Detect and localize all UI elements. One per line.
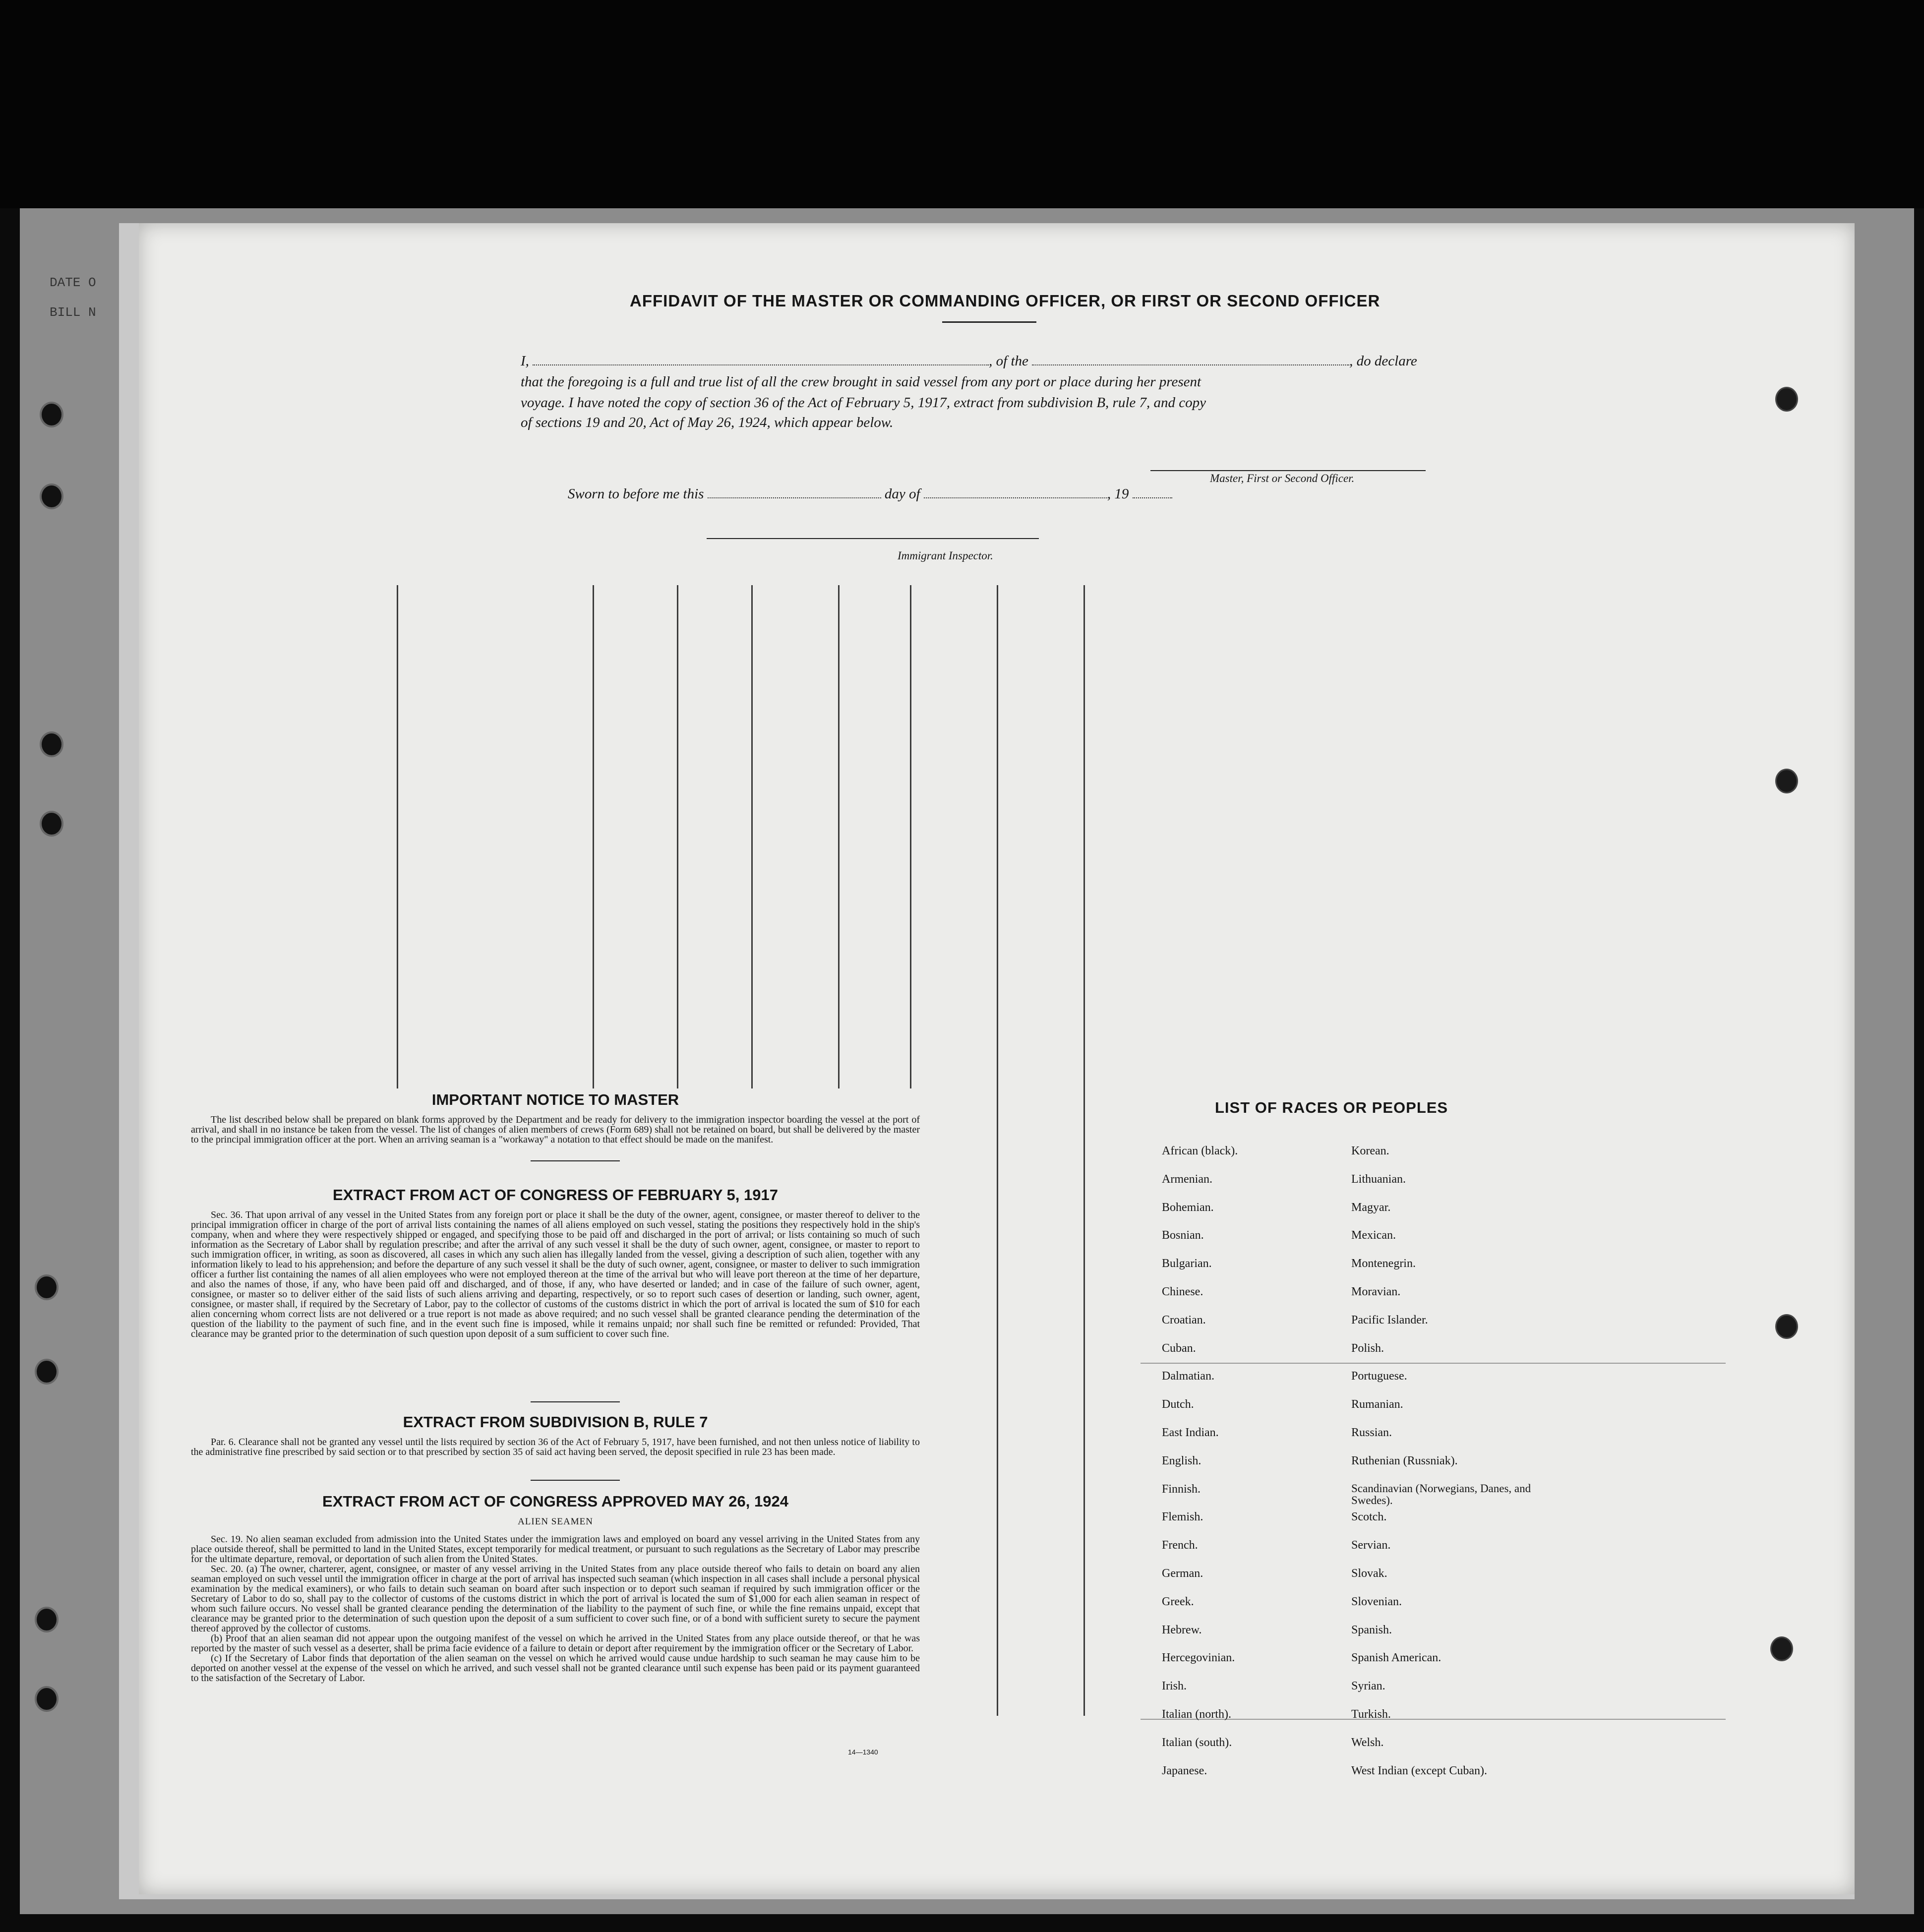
extract-1917-body — [191, 1210, 920, 1339]
subdivision-body — [191, 1437, 920, 1457]
binder-hole — [40, 731, 63, 757]
race-item: Flemish. — [1162, 1510, 1203, 1524]
race-item: Polish. — [1351, 1341, 1384, 1355]
edge-tab-text — [50, 268, 139, 367]
binder-hole — [40, 811, 63, 837]
race-item: Croatian. — [1162, 1313, 1206, 1327]
faint-rule — [1141, 1363, 1726, 1364]
races-title: LIST OF RACES OR PEOPLES — [1215, 1099, 1448, 1116]
race-item: Scotch. — [1351, 1510, 1387, 1524]
race-item: Hebrew. — [1162, 1623, 1202, 1636]
notice-paragraph: The list described below shall be prepared on blank forms approved by the Department and be ready for delivery to the immigration inspector boarding the vessel at the port of arrival, and shall in no instance be taken from the vessel. The list of changes of alien members of crews (Form 689) shall not be retained on board, but shall be delivered by the master to the principal immigration officer at the port. When an arriving seaman is a "workaway" a notation to that effect should be made on the manifest. — [191, 1114, 920, 1145]
race-item: Irish. — [1162, 1680, 1187, 1693]
subdivision-title: EXTRACT FROM SUBDIVISION B, RULE 7 — [403, 1413, 708, 1431]
year-text: , 19 — [1107, 486, 1129, 502]
race-item: Bosnian. — [1162, 1229, 1204, 1242]
sec20b-paragraph: (b) Proof that an alien seaman did not appear upon the outgoing manifest of the vessel on which he arrived in the United States from any place outside thereof, or that he was reported by the master of such vessel as a deserter, shall be prima facie evidence of a failure to detain or deport after requirement by the immigration officer or the Secretary of Labor. — [191, 1633, 920, 1654]
affidavit-title: AFFIDAVIT OF THE MASTER OR COMMANDING OFFICER, OR FIRST OR SECOND OFFICER — [630, 292, 1381, 310]
month-blank — [924, 487, 1107, 498]
table-column-line — [677, 585, 678, 1088]
year-blank — [1133, 487, 1172, 498]
race-item: Bohemian. — [1162, 1201, 1214, 1214]
race-item: West Indian (except Cuban). — [1351, 1764, 1487, 1777]
race-item: Korean. — [1351, 1145, 1389, 1157]
scan-top-margin — [0, 0, 1924, 208]
race-item: Dutch. — [1162, 1398, 1194, 1411]
race-item: Russian. — [1351, 1426, 1392, 1439]
race-item: Chinese. — [1162, 1285, 1203, 1298]
race-item: Slovenian. — [1351, 1595, 1402, 1608]
race-item: Mexican. — [1351, 1229, 1396, 1242]
affidavit-line-3: voyage. I have noted the copy of section 36 of the Act of February 5, 1917, extract from subdivision B, rule 7, and copy — [521, 395, 1206, 411]
binder-hole — [1775, 769, 1798, 793]
race-item: Syrian. — [1351, 1680, 1385, 1693]
race-item: Portuguese. — [1351, 1370, 1407, 1383]
binder-hole — [35, 1359, 59, 1385]
table-column-line — [838, 585, 840, 1088]
notice-body — [191, 1115, 920, 1145]
section-divider — [531, 1160, 620, 1161]
race-item: Magyar. — [1351, 1201, 1391, 1214]
form-number: 14—1340 — [848, 1748, 878, 1756]
day-of-text: day of — [884, 486, 920, 502]
race-item: Japanese. — [1162, 1764, 1207, 1777]
binder-hole — [35, 1686, 59, 1712]
section-divider — [531, 1480, 620, 1481]
race-item: Turkish. — [1351, 1708, 1391, 1721]
affidavit-line-1 — [521, 353, 1463, 369]
section-divider — [531, 1401, 620, 1402]
table-column-line — [1083, 585, 1085, 1716]
race-item: Slovak. — [1351, 1567, 1387, 1580]
race-item: Italian (south). — [1162, 1736, 1232, 1749]
race-item: Hercegovinian. — [1162, 1651, 1235, 1665]
race-item: Ruthenian (Russniak). — [1351, 1454, 1458, 1467]
race-item: Pacific Islander. — [1351, 1313, 1428, 1327]
sec36-paragraph: Sec. 36. That upon arrival of any vessel in the United States from any foreign port or place it shall be the duty of the owner, agent, consignee, or master thereof to deliver to the principal immigration officer in charge of the port of arrival lists containing the names of all aliens employed on such vessel, stating the positions they respectively hold in the ship's company, when and where they were respectively shipped or engaged, and specifying those to be paid off and discharged in the port of arrival; or lists containing so much of such information as the Secretary of Labor shall by regulation prescribe; and after the arrival of any such vessel it shall be the duty of such owner, agent, consignee, or master to report to such immigration officer, in writing, as soon as discovered, all cases in which any such alien has illegally landed from the vessel, giving a description of such alien, together with any information likely to lead to his apprehension; and before the departure of any such vessel it shall be the duty of such owner, agent, consignee, or master to deliver to such immigration officer a further list containing the names of all alien employees who were not employed thereon at the time of the arrival but who will leave port thereon at the time of her departure, and also the names of those, if any, who have been paid off and discharged, and of those, if any, who have deserted or landed; and in case of the failure of such owner, agent, consignee, or master so to deliver either of the said lists of such aliens arriving and departing, respectively, or so to report such cases of desertion or landing, such owner, agent, consignee, or master shall, if required by the Secretary of Labor, pay to the collector of customs of the customs district in which the port of arrival is located the sum of $10 for each alien concerning whom correct lists are not delivered or a true report is not made as above required; and no such vessel shall be granted clearance pending the determination of the question of the liability to the payment of such fine, and in the event such fine is imposed, while it remains unpaid; nor shall such fine be remitted or refunded: Provided, That clearance may be granted prior to the determination of such question upon deposit of a sum sufficient to cover such fine. — [191, 1209, 920, 1339]
race-item: Servian. — [1351, 1539, 1391, 1552]
edge-tab-line: DATE O — [50, 275, 96, 290]
sec19-paragraph: Sec. 19. No alien seaman excluded from admission into the United States under the immigration laws and employed on board any vessel arriving in the United States from any place outside thereof, shall be permitted to land in the United States, except temporarily for medical treatment, or pursuant to such regulations as the Secretary of Labor may prescribe for the ultimate departure, removal, or deportation of such alien from the United States. — [191, 1534, 920, 1565]
race-item: Italian (north). — [1162, 1708, 1231, 1721]
sworn-text: Sworn to before me this — [568, 486, 704, 502]
race-item: Finnish. — [1162, 1482, 1201, 1496]
race-item: Cuban. — [1162, 1341, 1196, 1355]
affidavit-of-the: , of the — [989, 353, 1028, 369]
race-item: African (black). — [1162, 1145, 1238, 1157]
race-item: Moravian. — [1351, 1285, 1401, 1298]
sec20c-paragraph: (c) If the Secretary of Labor finds that deportation of the alien seaman on the vessel on which he arrived would cause undue hardship to such seaman he may cause him to be deported on another vessel at the expense of the vessel on which he arrived, and such vessel shall not be granted clearance until such expense has been paid or its payment guaranteed to the satisfaction of the Secretary of Labor. — [191, 1653, 920, 1684]
inspector-signature-line — [707, 538, 1039, 539]
extract-1917-title: EXTRACT FROM ACT OF CONGRESS OF FEBRUARY 5, 1917 — [333, 1186, 778, 1204]
table-column-line — [910, 585, 911, 1088]
binder-hole — [40, 402, 63, 427]
par6-paragraph: Par. 6. Clearance shall not be granted any vessel until the lists required by section 36 of the Act of February 5, 1917, have been furnished, and not then unless notice of liability to the administrative fine prescribed by said section or to that prescribed by section 35 of said act having been served, the deposit specified in rule 23 has been made. — [191, 1437, 920, 1457]
race-item: Montenegrin. — [1351, 1257, 1416, 1270]
binder-hole — [35, 1607, 59, 1632]
binder-hole — [35, 1274, 59, 1300]
vessel-blank — [1032, 355, 1349, 365]
race-item: English. — [1162, 1454, 1202, 1467]
extract-1924-title: EXTRACT FROM ACT OF CONGRESS APPROVED MAY 26, 1924 — [322, 1493, 788, 1510]
alien-seamen-subtitle: ALIEN SEAMEN — [518, 1516, 593, 1527]
notice-title: IMPORTANT NOTICE TO MASTER — [431, 1091, 679, 1108]
binder-hole — [40, 483, 63, 509]
race-item: Dalmatian. — [1162, 1370, 1214, 1383]
table-column-line — [593, 585, 594, 1088]
affidavit-do-declare: , do declare — [1349, 353, 1417, 369]
inspector-signature-label: Immigrant Inspector. — [898, 549, 993, 562]
master-signature-line — [1150, 470, 1426, 471]
sworn-line — [568, 486, 1262, 502]
race-item: Armenian. — [1162, 1172, 1212, 1186]
race-item: Rumanian. — [1351, 1398, 1403, 1411]
race-item: Welsh. — [1351, 1736, 1384, 1749]
binder-hole — [1775, 1314, 1798, 1339]
master-signature-label: Master, First or Second Officer. — [1210, 472, 1355, 484]
affidavit-line-4: of sections 19 and 20, Act of May 26, 1924, which appear below. — [521, 415, 894, 430]
affidavit-line-2: that the foregoing is a full and true list of all the crew brought in said vessel from any port or place during her present — [521, 374, 1202, 390]
race-item: Bulgarian. — [1162, 1257, 1212, 1270]
race-item: German. — [1162, 1567, 1203, 1580]
race-item: Lithuanian. — [1351, 1172, 1406, 1186]
race-item: Greek. — [1162, 1595, 1194, 1608]
table-column-line — [397, 585, 398, 1088]
sec20a-paragraph: Sec. 20. (a) The owner, charterer, agent, consignee, or master of any vessel arriving in the United States from any place outside thereof who fails to detain on board any alien seaman employed on such vessel until the immigration officer in charge at the port of arrival has inspected such seaman (which inspection in all cases shall include a personal physical examination by the medical examiners), or who fails to detain such seaman on board after such inspection or to deport such seaman if required by such immigration officer or the Secretary of Labor to do so, shall pay to the collector of customs of the customs district in which the port of arrival is located the sum of $1,000 for each alien seaman in respect of whom such failure occurs. No vessel shall be granted clearance pending the determination of the liability to the payment of such fine, or while the fine remains unpaid, except that clearance may be granted prior to the determination of such question upon the deposit of a sum sufficient to cover such fine, or of a bond with sufficient surety to secure the payment thereof approved by the collector of customs. — [191, 1564, 920, 1634]
table-column-line — [997, 585, 998, 1716]
edge-tab-line: BILL N — [50, 305, 96, 320]
race-item: French. — [1162, 1539, 1198, 1552]
race-item: Scandinavian (Norwegians, Danes, and Swedes). — [1351, 1482, 1531, 1507]
table-column-line — [751, 585, 753, 1088]
name-blank — [533, 355, 989, 365]
race-item: Spanish American. — [1351, 1651, 1442, 1665]
race-item: East Indian. — [1162, 1426, 1219, 1439]
binder-hole — [1775, 387, 1798, 412]
title-underline — [942, 321, 1036, 323]
binder-hole — [1770, 1636, 1793, 1661]
day-blank — [708, 487, 881, 498]
extract-1924-body — [191, 1534, 920, 1683]
race-item: Spanish. — [1351, 1623, 1392, 1636]
affidavit-i: I, — [521, 353, 529, 369]
